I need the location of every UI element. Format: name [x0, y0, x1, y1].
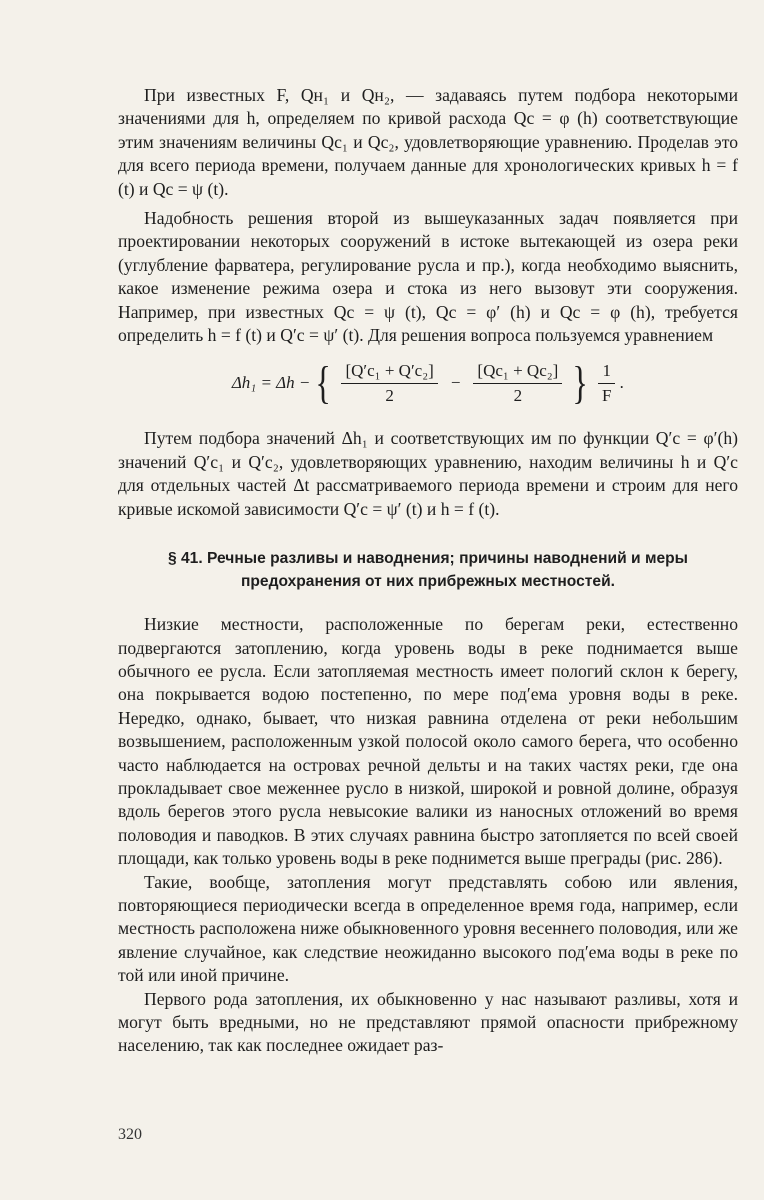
page-body	[118, 84, 738, 1058]
fraction-3	[598, 361, 615, 406]
right-brace-icon: }	[572, 357, 589, 409]
fraction-3-numerator: 1	[598, 361, 615, 384]
equation-lhs: Δh₁ = Δh −	[231, 373, 311, 393]
paragraph-1: При известных F, Qн₁ и Qн₂, — задаваясь путем подбора некоторыми значениями для h, определяем по кривой расхода Qc = φ (h) соответствующие этим значениям величины Qc₁ и Qc₂, удовлетворяющие уравнению. Проделав это для всего периода времени, получаем данные для хронологических кривых h = f (t) и Qc = ψ (t).	[118, 85, 738, 199]
section-heading: § 41. Речные разливы и наводнения; причины наводнений и меры предохранения от них прибрежных местностей.	[167, 550, 688, 591]
fraction-2	[473, 361, 562, 406]
fraction-1-denominator: 2	[385, 385, 394, 405]
fraction-2-denominator: 2	[513, 385, 523, 405]
paragraph-3: Путем подбора значений Δh₁ и соответствующих им по функции Q′c = φ′(h) значений Q′c₁ и Q′c₂, удовлетворяющих уравнению, находим величины h и Q′c для отдельных частей Δt рассматриваемого периода времени и строим для него кривые искомой зависимости Q′c = ψ′ (t) и h = f (t).	[118, 428, 738, 519]
paragraph-2: Надобность решения второй из вышеуказанных задач появляется при проектировании некоторых сооружений в истоке вытекающей из озера реки (углубление фарватера, регулирование русла и пр.), когда необходимо выяснить, какое изменение режима озера и стока из него вызовут эти сооружения. Например, при известных Qc = ψ (t), Qc = φ′ (h) и Qc = φ (h), требуется определить h = f (t) и Q′c = ψ′ (t). Для решения вопроса пользуемся уравнением	[118, 208, 738, 346]
paragraph-4: Низкие местности, расположенные по берегам реки, естественно подвергаются затоплению, когда уровень воды в реке поднимается выше обычного ее русла. Если затопляемая местность имеет пологий склон к берегу, она покрывается водою постепенно, по мере под′ема уровня воды в реке. Нередко, однако, бывает, что низкая равнина отделена от реки небольшим возвышением, расположенным узкой полосой около самого берега, что особенно часто наблюдается на островах речной дельты и на таких частях реки, где она прокладывает свое меженнее русло в низкой, широкой и ровной долине, образуя вдоль берегов этого русла невысокие валики из наносных отложений во время половодия и паводков. В этих случаях равнина быстро затопляется по всей своей площади, как только уровень воды в реке поднимется выше преграды (рис. 286).	[118, 614, 738, 869]
fraction-3-denominator: F	[601, 385, 612, 405]
page-number: 320	[118, 1126, 142, 1143]
paragraph-5: Такие, вообще, затопления могут представлять собою или явления, повторяющиеся периодически всегда в определенное время года, например, если местность расположена ниже обыкновенного уровня весеннего половодия, или же явление случайное, как следствие неожиданно высокого под′ема воды в реке по той или иной причине.	[118, 871, 738, 986]
fraction-1-numerator: [Q′c₁ + Q′c₂]	[341, 361, 437, 384]
equation	[118, 349, 738, 417]
paragraph-6: Первого рода затопления, их обыкновенно у нас называют разливы, хотя и могут быть вредными, но не представляют прямой опасности прибрежному населению, так как последнее ожидает раз-	[118, 988, 738, 1056]
equation-end: .	[619, 373, 625, 393]
fraction-2-numerator: [Qc₁ + Qc₂]	[473, 361, 562, 384]
equation-minus: −	[450, 373, 461, 393]
left-brace-icon: {	[315, 357, 332, 409]
fraction-1	[341, 361, 437, 406]
